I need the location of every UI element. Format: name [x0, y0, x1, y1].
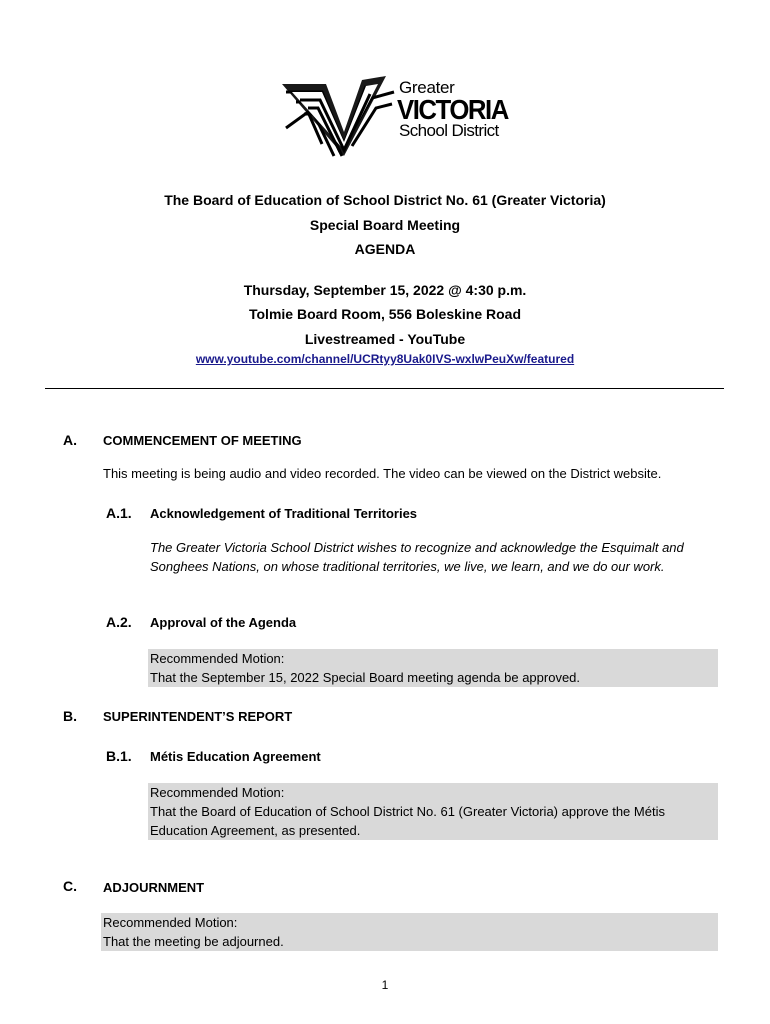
- section-b-title: SUPERINTENDENT’S REPORT: [103, 709, 293, 724]
- section-c-title: ADJOURNMENT: [103, 880, 205, 895]
- district-logo: [282, 72, 522, 158]
- item-a1-acknowledgement-text: The Greater Victoria School District wishes to recognize and acknowledge the Esquimalt and Songhees Nations, on whose traditional territories, we live, we learn, and we do our work.: [150, 540, 684, 574]
- logo-text-school-district: School District: [399, 121, 499, 140]
- section-a-letter: A.: [63, 432, 77, 448]
- section-c-motion-label: Recommended Motion:: [103, 915, 238, 930]
- logo-chevron-icon: [282, 72, 397, 158]
- section-a-title: COMMENCEMENT OF MEETING: [103, 433, 302, 448]
- item-b1-number: B.1.: [106, 748, 132, 764]
- livestream-note: Livestreamed - YouTube: [304, 331, 466, 347]
- item-b1-motion-label: Recommended Motion:: [150, 785, 285, 800]
- meeting-date: Thursday, September 15, 2022 @ 4:30 p.m.: [243, 282, 527, 298]
- section-b-letter: B.: [63, 708, 77, 724]
- section-a-intro: This meeting is being audio and video recorded. The video can be viewed on the District website.: [103, 466, 662, 481]
- agenda-heading: AGENDA: [354, 241, 416, 257]
- item-a2-motion-box: [148, 649, 718, 687]
- item-a2-number: A.2.: [106, 614, 132, 630]
- section-c-motion-box: [101, 913, 718, 951]
- item-a1-title: Acknowledgement of Traditional Territories: [150, 506, 418, 521]
- board-title: The Board of Education of School District No. 61 (Greater Victoria): [164, 192, 606, 208]
- item-b1-title: Métis Education Agreement: [150, 749, 321, 764]
- item-b1-motion-text: That the Board of Education of School District No. 61 (Greater Victoria) approve the Métis Education Agreement, as presented.: [150, 804, 665, 838]
- logo-text-greater: Greater: [399, 78, 455, 97]
- meeting-type: Special Board Meeting: [309, 217, 461, 233]
- logo-text-victoria: VICTORIA: [397, 94, 508, 125]
- item-a1-number: A.1.: [106, 505, 132, 521]
- item-a2-motion-label: Recommended Motion:: [150, 651, 285, 666]
- section-c-motion-text: That the meeting be adjourned.: [103, 934, 284, 949]
- item-b1-motion-box: [148, 783, 718, 840]
- item-a2-motion-text: That the September 15, 2022 Special Board meeting agenda be approved.: [150, 670, 581, 685]
- item-a2-title: Approval of the Agenda: [150, 615, 297, 630]
- header-divider: [45, 388, 724, 389]
- youtube-link[interactable]: www.youtube.com/channel/UCRtyy8Uak0IVS-wxlwPeuXw/featured: [195, 352, 575, 366]
- section-c-letter: C.: [63, 878, 77, 894]
- meeting-location: Tolmie Board Room, 556 Boleskine Road: [248, 306, 522, 322]
- page-number: 1: [381, 978, 389, 992]
